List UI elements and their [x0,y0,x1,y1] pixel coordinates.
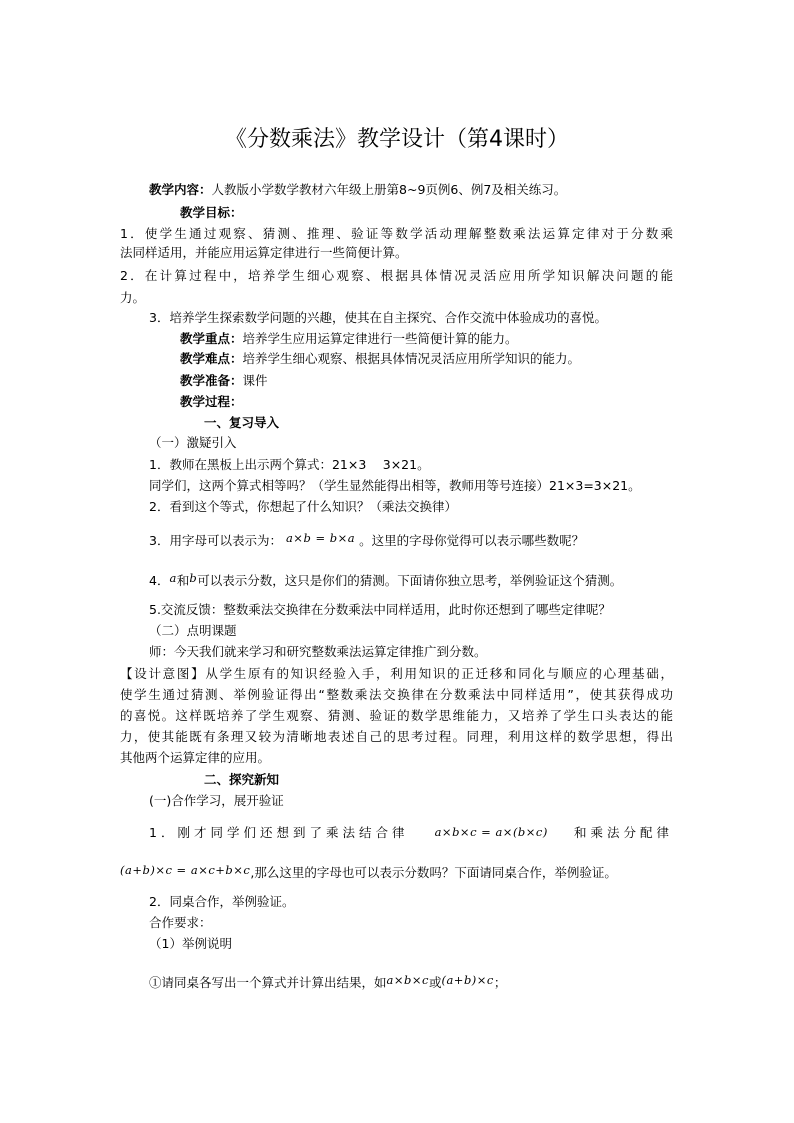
difficulty [180,350,580,367]
goal-2-line-2: 力。 [120,290,146,305]
variable-b: b [189,571,198,585]
s2-line-6-pre: ①请同桌各写出一个算式并计算出结果，如 [149,975,387,990]
key-point-label: 教学重点： [180,331,243,346]
s1-line-5-post: 可以表示分数，这只是你们的猜测。下面请你独立思考，举例验证这个猜测。 [197,573,623,588]
section-2-sub-1: (一)合作学习，展开验证 [149,793,284,808]
design-intent-line-4: 力，使其能既有条理又较为清晰地表述自己的思考过程。同理，利用这样的数学思想，得出 [120,729,673,744]
goal-1-line-1: 1．使学生通过观察、猜测、推理、验证等数学活动理解整数乘法运算定律对于分数乘 [120,226,673,241]
goal-1-line-2: 法同样适用，并能应用运算定律进行一些简便计算。 [120,245,408,260]
s1-line-1: 1．教师在黑板上出示两个算式：21×3 3×21。 [149,457,430,472]
s2-line-3: 2．同桌合作，举例验证。 [149,894,295,909]
key-point-text: 培养学生应用运算定律进行一些简便计算的能力。 [242,331,518,346]
section-2-heading: 二、探究新知 [204,772,280,787]
preparation [180,372,268,389]
s2-line-2 [120,862,617,881]
variable-a: a [169,571,177,585]
s2-line-4: 合作要求： [149,915,212,930]
example-formula-1: a×b×c [386,973,429,987]
s2-line-6 [149,972,506,991]
design-intent-line-3: 的喜悦。这样既培养了学生观察、猜测、验证的数学思维能力，又培养了学生口头表达的能 [120,708,673,723]
associative-law-formula: a×b×c = a×(b×c) [434,825,548,839]
s1-line-4 [149,530,584,549]
goal-2-line-1: 2．在计算过程中，培养学生细心观察、根据具体情况灵活应用所学知识解决问题的能 [120,268,673,283]
teaching-content-text: 人教版小学数学教材六年级上册第8~9页例6、例7及相关练习。 [211,182,567,197]
s1-line-3: 2．看到这个等式，你想起了什么知识？（乘法交换律） [149,499,457,514]
s2-line-5: （1）举例说明 [149,936,232,951]
s1-line-4-pre: 3．用字母可以表示为： [149,533,282,548]
difficulty-label: 教学难点： [180,351,243,366]
s1-line-6: 5.交流反馈：整数乘法交换律在分数乘法中同样适用，此时你还想到了哪些定律呢？ [149,602,611,617]
goal-3: 3．培养学生探索数学问题的兴趣，使其在自主探究、合作交流中体验成功的喜悦。 [149,310,607,325]
design-intent-line-5: 其他两个运算定律的应用。 [120,750,271,765]
document-title: 《分数乘法》教学设计（第4课时） [225,127,569,152]
section-1-sub-2: （二）点明课题 [149,623,237,638]
s1-line-2: 同学们，这两个算式相等吗？（学生显然能得出相等，教师用等号连接）21×3=3×21。 [149,478,641,493]
s2-line-1-pre: 1．刚才同学们还想到了乘法结合律 [149,825,409,840]
section-1-sub-1: （一）激疑引入 [149,435,237,450]
process-label: 教学过程： [180,394,243,409]
design-intent-line-1: 【设计意图】从学生原有的知识经验入手，利用知识的正迁移和同化与顺应的心理基础， [120,666,673,681]
s2-line-1 [149,824,673,841]
s1-line-4-post: 。这里的字母你觉得可以表示哪些数呢？ [359,533,585,548]
example-formula-2: (a+b)×c [441,973,494,987]
design-intent-line-2: 使学生通过猜测、举例验证得出“整数乘法交换律在分数乘法中同样适用”，使其获得成功 [120,687,673,702]
s2-line-1-post: 和乘法分配律 [573,825,673,840]
teaching-content [149,181,566,198]
s2-line-6-or: 或 [428,975,442,990]
s2-line-6-end: ； [493,975,507,990]
preparation-label: 教学准备： [180,373,243,388]
s1-line-5 [149,570,622,589]
section-1-heading: 一、复习导入 [204,415,280,430]
distributive-law-formula: (a+b)×c = a×c+b×c [120,863,251,877]
s1-line-7: 师：今天我们就来学习和研究整数乘法运算定律推广到分数。 [149,644,487,659]
s1-line-5-pre: 4． [149,573,170,588]
difficulty-text: 培养学生细心观察、根据具体情况灵活应用所学知识的能力。 [242,351,581,366]
s2-line-2-post: ,那么这里的字母也可以表示分数吗？下面请同桌合作，举例验证。 [250,865,617,880]
s1-line-5-and: 和 [176,573,190,588]
key-point [180,330,518,347]
commutative-law-formula: a×b = b×a [285,531,356,545]
preparation-text: 课件 [242,373,268,388]
teaching-content-label: 教学内容： [149,182,212,197]
teaching-goals-label: 教学目标： [180,205,243,220]
